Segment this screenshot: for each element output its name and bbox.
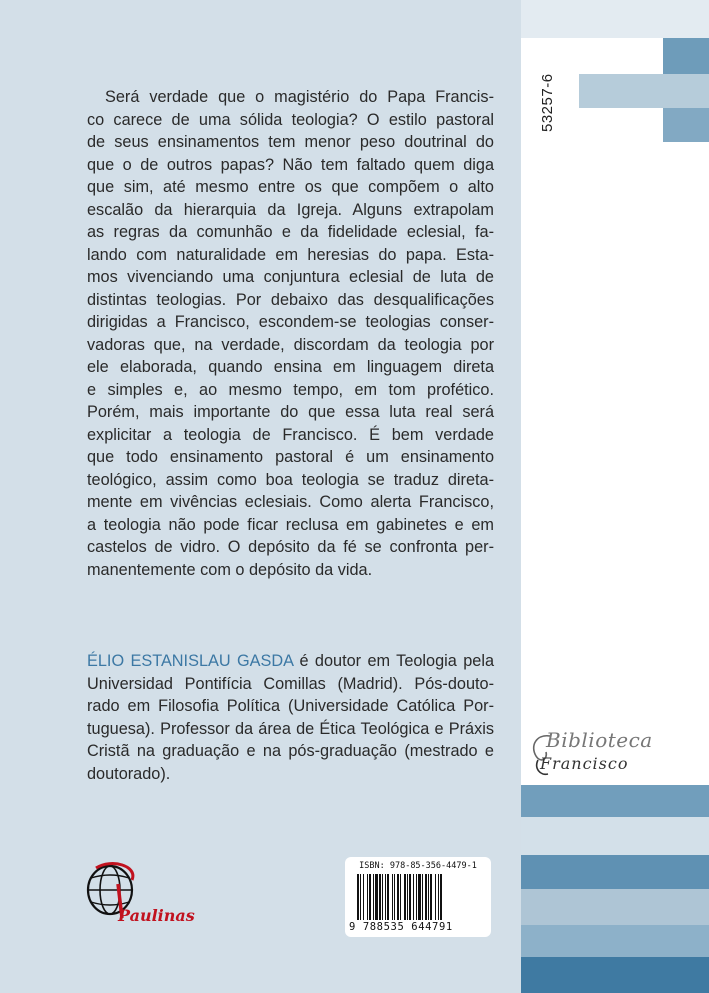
blurb-line: dirigidas a Francisco, escondem-se teologias conser- [87,313,494,331]
barcode-bar [373,874,374,920]
barcode-bar [392,874,393,920]
blurb-line: escalão da hierarquia da Igreja. Alguns extrapolam [87,200,494,219]
isbn-label: ISBN: 978-85-356-4479-1 [359,861,477,871]
blurb-line: mos vivenciando uma conjuntura eclesial de luta de [87,268,494,286]
blurb-line: explicitar a teologia de Francisco. É bem verdade [87,425,494,444]
blurb-line: que sim, até mesmo entre os que compõem o alto [87,178,494,196]
series-logo-line2: Francisco [540,754,629,773]
barcode-bar [407,874,408,920]
side-stripe-panel [521,0,709,993]
author-name: ÉLIO ESTANISLAU GASDA [87,652,294,670]
blurb-line: distintas teologias. Por debaixo das desqualificações [87,290,494,309]
blurb-line: as regras da comunhão e da fidelidade eclesial, fa- [87,223,494,241]
barcode-bar [357,874,359,920]
stripe [521,855,709,889]
blurb-line: Será verdade que o magistério do Papa Francis- [105,88,494,106]
barcode-bar [363,874,364,920]
blurb-line: ele elaborada, quando ensina em linguagem direta [87,358,494,376]
author-bio-line: Cristã na graduação e na pós-graduação (mestrado e [87,742,494,760]
stripe [663,38,709,74]
isbn-barcode [345,857,491,937]
author-bio-line: tuguesa). Professor da área de Ética Teológica e Práxis [87,719,494,738]
barcode-bar [369,874,371,920]
author-bio-line: doutorado). [87,764,171,783]
blurb-line: e simples e, ao mesmo tempo, em tom profético. [87,380,494,399]
blurb-line: castelos de vidro. O depósito da fé se confronta per- [87,538,494,556]
catalog-code: 53257-6 [539,73,556,132]
barcode-bar [428,874,429,920]
stripe [579,74,709,108]
barcode-bar [360,874,361,920]
barcode-bar [416,874,417,920]
barcode-bar [435,874,436,920]
author-bio-line: rado em Filosofia Política (Universidade Católica Por- [87,697,494,715]
blurb-line: a teologia não pode ficar reclusa em gabinetes e em [87,515,494,534]
barcode-bar [375,874,378,920]
barcode-bar [418,874,421,920]
blurb-line: mente em vivências eclesiais. Como alerta Francisco, [87,493,494,511]
blurb-line: vadoras que, na verdade, discordam da teologia por [87,335,494,354]
blurb-line: lando com naturalidade em heresias do papa. Esta- [87,245,494,264]
publisher-logo [82,860,195,940]
barcode-bar [394,874,395,920]
barcode-bar [379,874,381,920]
barcode-bar [397,874,399,920]
blurb-line: manentemente com o depósito da vida. [87,560,373,579]
barcode-bar [425,874,427,920]
series-logo-line1: Biblioteca [546,728,653,752]
blurb-line: Porém, mais importante do que essa luta real será [87,403,494,421]
blurb-line: que todo ensinamento pastoral é um ensinamento [87,448,494,466]
barcode-bar [404,874,406,920]
stripe [521,957,709,993]
stripe [521,817,709,855]
author-bio-text: é doutor em Teologia pela [293,652,494,670]
barcode-bar [367,874,368,920]
author-bio-line [87,650,494,673]
author-bio [87,650,494,785]
publisher-name: Paulinas [118,906,195,925]
barcode-bar [409,874,411,920]
barcode-bar [422,874,423,920]
barcode-bar [440,874,442,920]
blurb-line: co carece de uma sólida teologia? O estilo pastoral [87,110,494,129]
blurb-line: teológico, assim como boa teologia se traduz direta- [87,470,494,489]
barcode-bar [385,874,386,920]
stripe [521,0,709,38]
author-bio-line: Universidad Pontifícia Comillas (Madrid). Pós-douto- [87,674,494,693]
barcode-bars [355,874,483,920]
stripe [521,925,709,957]
blurb-line: de seus ensinamentos tem menor peso doutrinal do [87,133,494,151]
blurb-text [87,86,494,581]
barcode-bar [387,874,389,920]
barcode-bar [382,874,383,920]
barcode-digits: 9 788535 644791 [349,921,453,933]
barcode-bar [430,874,432,920]
stripe [521,889,709,925]
stripe [521,785,709,817]
blurb-line: que o de outros papas? Não tem faltado quem diga [87,155,494,174]
stripe [663,108,709,142]
barcode-bar [413,874,414,920]
barcode-bar [438,874,439,920]
barcode-bar [400,874,401,920]
series-logo [528,728,698,788]
